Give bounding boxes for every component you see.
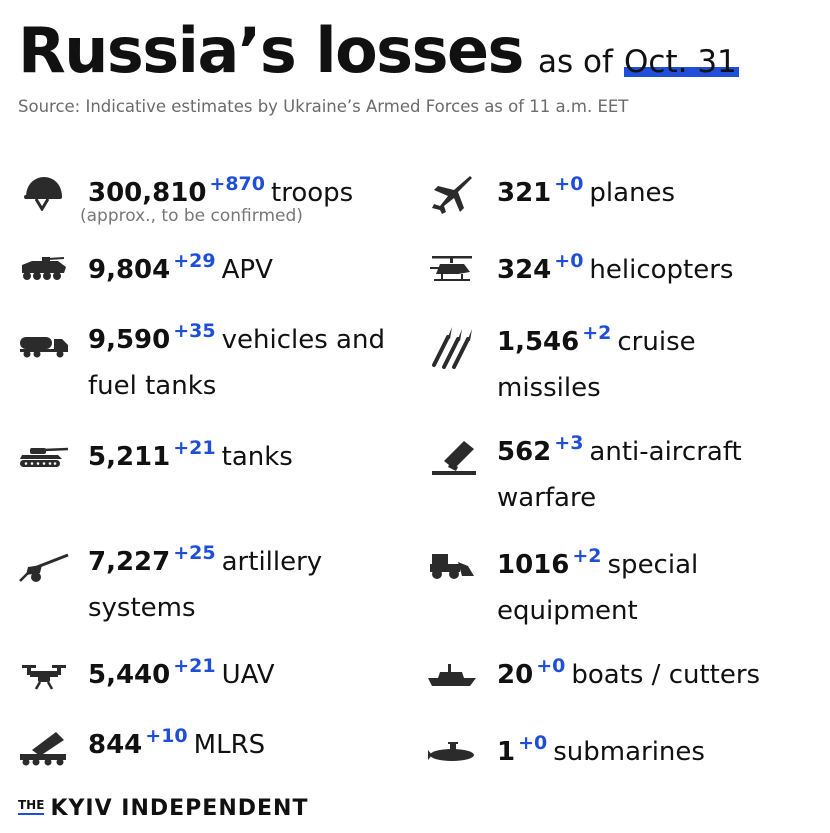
as-of-prefix: as of — [538, 44, 613, 80]
loss-label: MLRS — [193, 730, 266, 760]
loss-delta: +3 — [554, 432, 584, 454]
brand-logo — [18, 796, 308, 821]
helicopter-icon — [428, 254, 476, 288]
loss-delta: +0 — [518, 732, 548, 754]
loss-label: tanks — [221, 442, 293, 472]
loss-delta: +29 — [173, 250, 216, 272]
loss-label-line2: missiles — [497, 373, 601, 403]
loss-value: 9,590 — [88, 325, 171, 355]
loss-item-planes — [497, 171, 675, 217]
loss-value: 20 — [497, 660, 534, 690]
plane-icon — [430, 174, 472, 218]
loss-delta: +0 — [536, 655, 566, 677]
drone-icon — [22, 662, 66, 694]
brand-name: KYIV INDEPENDENT — [50, 796, 309, 821]
loss-item-submarines — [497, 730, 705, 776]
loss-item-boats — [497, 653, 760, 699]
loss-value: 562 — [497, 437, 552, 467]
loss-value: 1,546 — [497, 327, 580, 357]
loss-value: 844 — [88, 730, 143, 760]
loss-label: troops — [271, 178, 354, 208]
loss-value: 5,440 — [88, 660, 171, 690]
loss-item-uav — [88, 653, 275, 699]
loader-icon — [428, 550, 476, 584]
loss-item-helicopters — [497, 248, 733, 294]
source-note: Source: Indicative estimates by Ukraine’s Armed Forces as of 11 a.m. EET — [18, 97, 629, 116]
loss-delta: +0 — [554, 250, 584, 272]
loss-delta: +2 — [572, 545, 602, 567]
loss-delta: +870 — [209, 173, 266, 195]
missiles-icon — [430, 325, 472, 373]
loss-value: 1 — [497, 737, 516, 767]
loss-value: 321 — [497, 178, 552, 208]
loss-label-line2: warfare — [497, 483, 597, 513]
boat-icon — [426, 662, 478, 692]
loss-item-special-equipment — [497, 543, 698, 633]
loss-item-mlrs — [88, 723, 265, 769]
loss-value: 7,227 — [88, 547, 171, 577]
loss-label-line2: equipment — [497, 596, 638, 626]
loss-label: special — [607, 550, 699, 580]
loss-value: 5,211 — [88, 442, 171, 472]
loss-delta: +21 — [173, 655, 216, 677]
mlrs-icon — [18, 730, 70, 770]
loss-item-apv — [88, 248, 273, 294]
loss-label: cruise — [617, 327, 696, 357]
loss-value: 300,810 — [88, 178, 207, 208]
loss-item-artillery — [88, 540, 322, 630]
anti-aircraft-icon — [430, 437, 478, 481]
loss-item-vehicles — [88, 318, 385, 408]
loss-label-line2: fuel tanks — [88, 371, 217, 401]
troops-note: (approx., to be confirmed) — [80, 206, 303, 226]
page-title — [18, 14, 737, 87]
loss-delta: +21 — [173, 437, 216, 459]
brand-the: THE — [18, 798, 44, 815]
loss-label: UAV — [221, 660, 275, 690]
loss-label: vehicles and — [221, 325, 385, 355]
loss-label: planes — [589, 178, 676, 208]
fuel-truck-icon — [18, 334, 70, 362]
loss-label: anti-aircraft — [589, 437, 742, 467]
loss-delta: +10 — [145, 725, 188, 747]
loss-label: APV — [221, 255, 273, 285]
loss-value: 9,804 — [88, 255, 171, 285]
loss-value: 324 — [497, 255, 552, 285]
loss-item-tanks — [88, 435, 293, 481]
loss-delta: +0 — [554, 173, 584, 195]
loss-delta: +35 — [173, 320, 216, 342]
loss-delta: +2 — [582, 322, 612, 344]
loss-label-line2: systems — [88, 593, 196, 623]
loss-item-cruise-missiles — [497, 320, 696, 410]
artillery-icon — [18, 553, 70, 587]
loss-label: submarines — [553, 737, 705, 767]
tank-icon — [18, 446, 70, 472]
as-of-date: Oct. 31 — [624, 44, 737, 80]
loss-delta: +25 — [173, 542, 216, 564]
loss-item-anti-aircraft — [497, 430, 742, 520]
loss-value: 1016 — [497, 550, 570, 580]
apv-icon — [18, 257, 68, 285]
loss-label: helicopters — [589, 255, 734, 285]
submarine-icon — [426, 740, 478, 768]
helmet-icon — [22, 175, 64, 215]
loss-label: artillery — [221, 547, 323, 577]
title-text: Russia’s losses — [18, 14, 523, 87]
loss-label: boats / cutters — [571, 660, 761, 690]
